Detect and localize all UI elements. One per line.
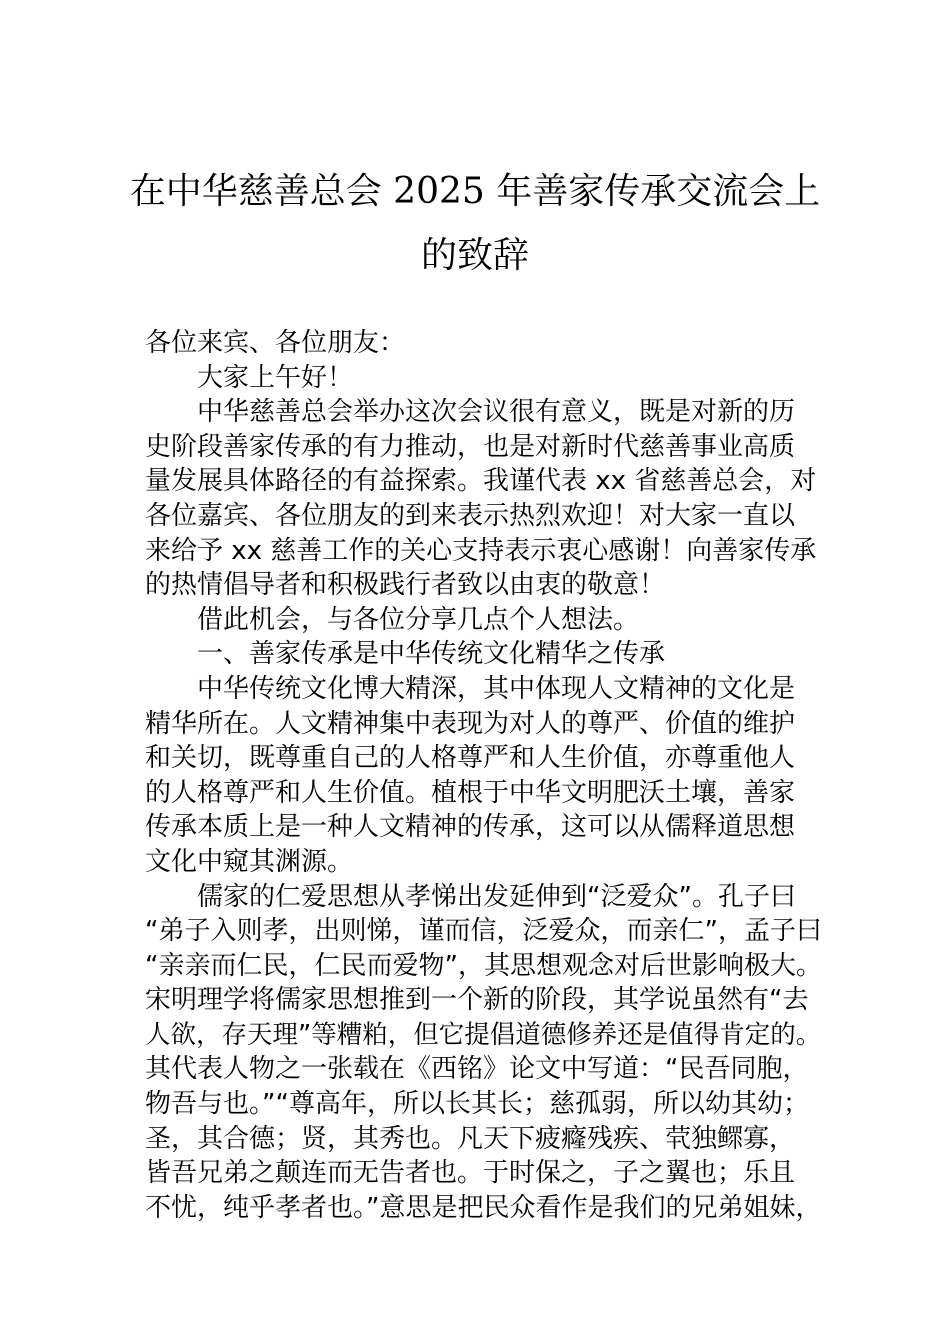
text-line: 各位嘉宾、各位朋友的到来表示热烈欢迎！对大家一直以 (145, 500, 796, 531)
text-line: 传承本质上是一种人文精神的传承，这可以从儒释道思想 (145, 812, 796, 843)
text-line: 人欲，存天理”等糟粕，但它提倡道德修养还是值得肯定的。 (145, 1019, 822, 1050)
text-line: 中华传统文化博大精深，其中体现人文精神的文化是 (197, 673, 796, 704)
text-line: 的人格尊严和人生价值。植根于中华文明肥沃土壤，善家 (145, 777, 796, 808)
text-line: 文化中窥其渊源。 (145, 846, 354, 877)
document-body (145, 326, 825, 1225)
text-line: 和关切，既尊重自己的人格尊严和人生价值，亦尊重他人 (145, 743, 796, 774)
text-line: 各位来宾、各位朋友： (145, 328, 406, 358)
text-line: 皆吾兄弟之颠连而无告者也。于时保之，子之翼也；乐且 (145, 1158, 796, 1189)
text-line: 史阶段善家传承的有力推动，也是对新时代慈善事业高质 (145, 431, 796, 462)
text-line: 物吾与也。”“尊高年，所以长其长；慈孤弱，所以幼其幼； (145, 1089, 809, 1120)
title-line-2: 的致辞 (420, 235, 529, 276)
text-line: 圣，其合德；贤，其秀也。凡天下疲癃残疾、茕独鳏寡， (145, 1123, 796, 1154)
text-line: 中华慈善总会举办这次会议很有意义，既是对新的历 (197, 397, 796, 428)
text-line: 不忧，纯乎孝者也。”意思是把民众看作是我们的兄弟姐妹， (145, 1192, 822, 1223)
text-line: “亲亲而仁民，仁民而爱物”，其思想观念对后世影响极大。 (145, 950, 822, 981)
text-line: 宋明理学将儒家思想推到一个新的阶段，其学说虽然有“去 (145, 985, 809, 1016)
document-title (100, 160, 850, 288)
text-line: 量发展具体路径的有益探索。我谨代表 xx 省慈善总会，对 (145, 466, 817, 497)
title-line-1: 在中华慈善总会 2025 年善家传承交流会上 (129, 171, 821, 212)
text-line: 一、善家传承是中华传统文化精华之传承 (197, 639, 666, 670)
text-line: 来给予 xx 慈善工作的关心支持表示衷心感谢！向善家传承 (145, 535, 817, 566)
text-line: “弟子入则孝，出则悌，谨而信，泛爱众，而亲仁”，孟子曰 (145, 916, 822, 947)
text-line: 大家上午好！ (197, 362, 354, 393)
text-line: 精华所在。人文精神集中表现为对人的尊严、价值的维护 (145, 708, 796, 739)
text-line: 借此机会，与各位分享几点个人想法。 (197, 604, 640, 635)
text-line: 儒家的仁爱思想从孝悌出发延伸到“泛爱众”。孔子曰 (197, 881, 796, 912)
text-line: 其代表人物之一张载在《西铭》论文中写道：“民吾同胞， (145, 1054, 809, 1085)
text-line: 的热情倡导者和积极践行者致以由衷的敬意！ (145, 570, 666, 601)
